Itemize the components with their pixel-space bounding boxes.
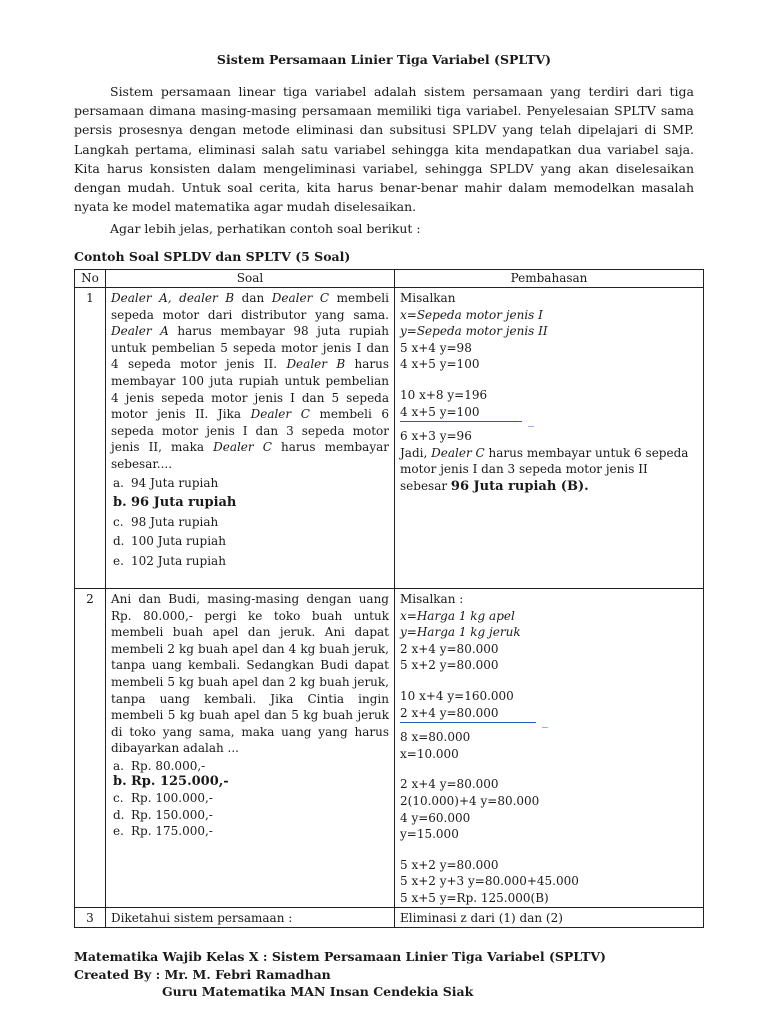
equation: 5 x+2 y=80.000 (400, 857, 499, 872)
solution-intro: Misalkan : (400, 592, 464, 606)
table-row (75, 908, 704, 928)
equation: 4 x+5 y=100 (400, 404, 480, 419)
header-soal: Soal (106, 270, 395, 288)
equation: 5 x+4 y=98 (400, 340, 472, 355)
footer-author: Created By : Mr. M. Febri Ramadhan (74, 966, 331, 982)
equation: 5 x+2 y+3 y=80.000+45.000 (400, 874, 579, 889)
equation: y=15.000 (400, 827, 459, 842)
header-no: No (75, 270, 106, 288)
solution-intro: Misalkan (400, 291, 456, 305)
solution-cell: Eliminasi z dari (1) dan (2) (395, 908, 704, 928)
equation: 4 x+5 y=100 (400, 357, 480, 372)
question-text: Ani dan Budi, masing-masing dengan uang Rp. 80.000,- pergi ke toko buah untuk membeli buah apel dan jeruk. Ani dapat membeli 2 kg buah apel dan 4 kg buah jeruk, tanpa uang kembali. Sedangkan Budi dapat membeli 5 kg buah apel dan 2 kg buah jeruk, tanpa uang kembali. Jika Cintia ingin membeli 5 kg buah apel dan 5 kg buah jeruk di toko yang sama, maka uang yang harus dibayarkan adalah ... (111, 592, 389, 756)
option-d: d. Rp. 150.000,- (113, 807, 213, 822)
subtraction-rule (400, 714, 698, 729)
subtraction-rule (400, 413, 698, 428)
row-number: 1 (75, 288, 106, 589)
variable-y-definition: y=Harga 1 kg jeruk (400, 625, 521, 640)
footer-course: Matematika Wajib Kelas X : Sistem Persamaan Linier Tiga Variabel (SPLTV) (74, 949, 606, 964)
option-c: c. Rp. 100.000,- (113, 791, 213, 806)
option-c: c. 98 Juta rupiah (113, 514, 219, 529)
table-header-row (75, 270, 704, 288)
equation-result: 6 x+3 y=96 (400, 429, 472, 444)
equation: 2 x+4 y=80.000 (400, 777, 499, 792)
page-footer (74, 948, 606, 1001)
minus-sign: _ (528, 413, 534, 428)
final-answer: 96 Juta rupiah (B). (450, 478, 589, 494)
question-text: Dealer A, dealer B dan Dealer C membeli sepeda motor dari distributor yang sama. Dealer A harus membayar 98 juta rupiah untuk pembelian 5 sepeda motor jenis I dan 4 sepeda motor jenis II. Dealer B harus membayar 100 juta rupiah untuk pembelian 4 jenis sepeda motor jenis I dan 5 sepeda motor jenis II. Jika Dealer C membeli 6 sepeda motor jenis I dan 3 sepeda motor jenis II, maka Dealer C harus membayar sebesar.... (111, 291, 389, 471)
question-cell (106, 589, 395, 908)
answer-options (111, 758, 389, 839)
solution-conclusion: Jadi, Dealer C harus membayar untuk 6 sepeda motor jenis I dan 3 sepeda motor jenis II sebesar 96 Juta rupiah (B). (400, 445, 689, 494)
header-pembahasan: Pembahasan (395, 270, 704, 288)
option-b-correct: b. Rp. 125.000,- (113, 774, 229, 790)
option-b-correct: b. 96 Juta rupiah (113, 495, 237, 511)
equation: 10 x+8 y=196 (400, 387, 488, 402)
table-row (75, 589, 704, 908)
footer-affiliation: Guru Matematika MAN Insan Cendekia Siak (162, 984, 474, 999)
equation: 2 x+4 y=80.000 (400, 641, 499, 656)
equation: 2(10.000)+4 y=80.000 (400, 793, 540, 808)
examples-table (74, 269, 704, 928)
equation: 4 y=60.000 (400, 810, 471, 825)
option-a: a. 94 Juta rupiah (113, 475, 219, 490)
section-heading: Contoh Soal SPLDV dan SPLTV (5 Soal) (74, 249, 351, 264)
equation: x=10.000 (400, 746, 459, 761)
option-d: d. 100 Juta rupiah (113, 534, 226, 549)
minus-sign: _ (542, 714, 548, 729)
equation: 2 x+4 y=80.000 (400, 705, 499, 720)
row-number: 2 (75, 589, 106, 908)
equation: 5 x+2 y=80.000 (400, 658, 499, 673)
equation: 10 x+4 y=160.000 (400, 688, 514, 703)
solution-cell (395, 589, 704, 908)
intro-paragraph: Sistem persamaan linear tiga variabel adalah sistem persamaan yang terdiri dari tiga persamaan dimana masing-masing persamaan memiliki tiga variabel. Penyelesaian SPLTV sama persis prosesnya dengan metode eliminasi dan subsitusi SPLDV yang telah dipelajari di SMP. Langkah pertama, eliminasi salah satu variabel sehingga kita mendapatkan dua variabel saja. Kita harus konsisten dalam mengeliminasi variabel, sehingga SPLDV yang akan diselesaikan dengan mudah. Untuk soal cerita, kita harus benar-benar mahir dalam memodelkan masalah nyata ke model matematika agar mudah diselesaikan. (74, 84, 694, 215)
question-cell (106, 288, 395, 589)
document-title: Sistem Persamaan Linier Tiga Variabel (SPLTV) (216, 52, 552, 67)
option-e: e. 102 Juta rupiah (113, 553, 226, 568)
lead-in-paragraph: Agar lebih jelas, perhatikan contoh soal berikut : (110, 221, 421, 236)
variable-x-definition: x=Harga 1 kg apel (400, 608, 515, 623)
row-number: 3 (75, 908, 106, 928)
variable-y-definition: y=Sepeda motor jenis II (400, 324, 548, 339)
question-cell: Diketahui sistem persamaan : (106, 908, 395, 928)
answer-options (111, 474, 389, 572)
solution-cell (395, 288, 704, 589)
equation-result: 8 x=80.000 (400, 730, 471, 745)
table-row (75, 288, 704, 589)
option-e: e. Rp. 175.000,- (113, 823, 213, 838)
option-a: a. Rp. 80.000,- (113, 758, 206, 773)
equation-result: 5 x+5 y=Rp. 125.000(B) (400, 890, 549, 905)
variable-x-definition: x=Sepeda motor jenis I (400, 307, 543, 322)
